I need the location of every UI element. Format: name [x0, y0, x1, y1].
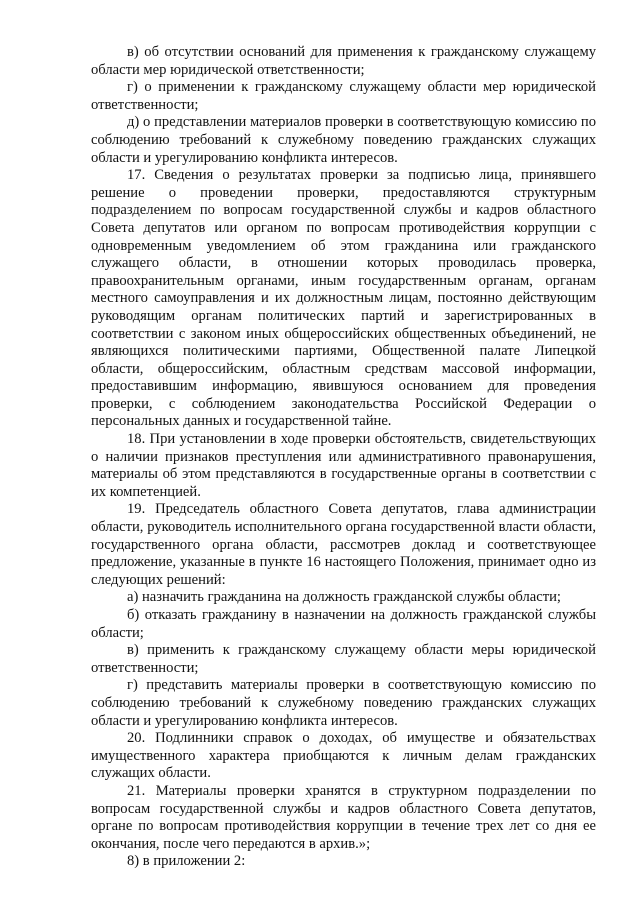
- paragraph-20: 20. Подлинники справок о доходах, об имуществе и обязательствах имущественного характера приобщаются к личным делам гражданских служащих области.: [91, 730, 596, 782]
- paragraph-19-item-g: г) представить материалы проверки в соответствующую комиссию по соблюдению требований к служебному поведению гражданских служащих области и урегулированию конфликта интересов.: [91, 677, 596, 729]
- paragraph-17: 17. Сведения о результатах проверки за подписью лица, принявшего решение о проведении проверки, предоставляются структурным подразделением по вопросам государственной службы и кадров областного Совета депутатов или органом по вопросам противодействия коррупции с одновременным уведомлением об этом гражданина или гражданского служащего области, в отношении которых проводилась проверка, правоохранительным органами, иным государственным органам, органам местного самоуправления и их должностным лицам, постоянно действующим руководящим органам политических партий и зарегистрированных в соответствии с законом иных общероссийских общественных объединений, не являющихся политическими партиями, Общественной палате Липецкой области, общероссийским, областным средствам массовой информации, предоставившим информацию, явившуюся основанием для проведения проверки, с соблюдением законодательства Российской Федерации о персональных данных и государственной тайне.: [91, 167, 596, 430]
- paragraph-19-item-a: а) назначить гражданина на должность гражданской службы области;: [127, 589, 561, 606]
- paragraph-19-item-b: б) отказать гражданину в назначении на должность гражданской службы области;: [91, 607, 596, 641]
- paragraph-item-g-apply-responsibility: г) о применении к гражданскому служащему области мер юридической ответственности;: [91, 79, 596, 113]
- document-page: [91, 44, 596, 871]
- paragraph-8-appendix-2: 8) в приложении 2:: [127, 853, 246, 870]
- paragraph-21: 21. Материалы проверки хранятся в структурном подразделении по вопросам государственной службы и кадров областного Совета депутатов, органе по вопросам противодействия коррупции в течение трех лет со дня ее окончания, после чего передаются в архив.»;: [91, 782, 596, 852]
- paragraph-item-v-no-grounds: в) об отсутствии оснований для применения к гражданскому служащему области мер юридической ответственности;: [91, 44, 596, 78]
- paragraph-item-d-submit-to-commission: д) о представлении материалов проверки в соответствующую комиссию по соблюдению требований к служебному поведению гражданских служащих области и урегулированию конфликта интересов.: [91, 114, 596, 166]
- paragraph-19-item-v: в) применить к гражданскому служащему области меры юридической ответственности;: [91, 642, 596, 676]
- paragraph-18: 18. При установлении в ходе проверки обстоятельств, свидетельствующих о наличии признаков преступления или административного правонарушения, материалы об этом представляются в государственные органы в соответствии с их компетенцией.: [91, 431, 596, 500]
- paragraph-19: 19. Председатель областного Совета депутатов, глава администрации области, руководитель исполнительного органа государственной власти области, государственного органа области, рассмотрев доклад и соответствующее предложение, указанные в пункте 16 настоящего Положения, принимает одно из следующих решений:: [91, 501, 596, 588]
